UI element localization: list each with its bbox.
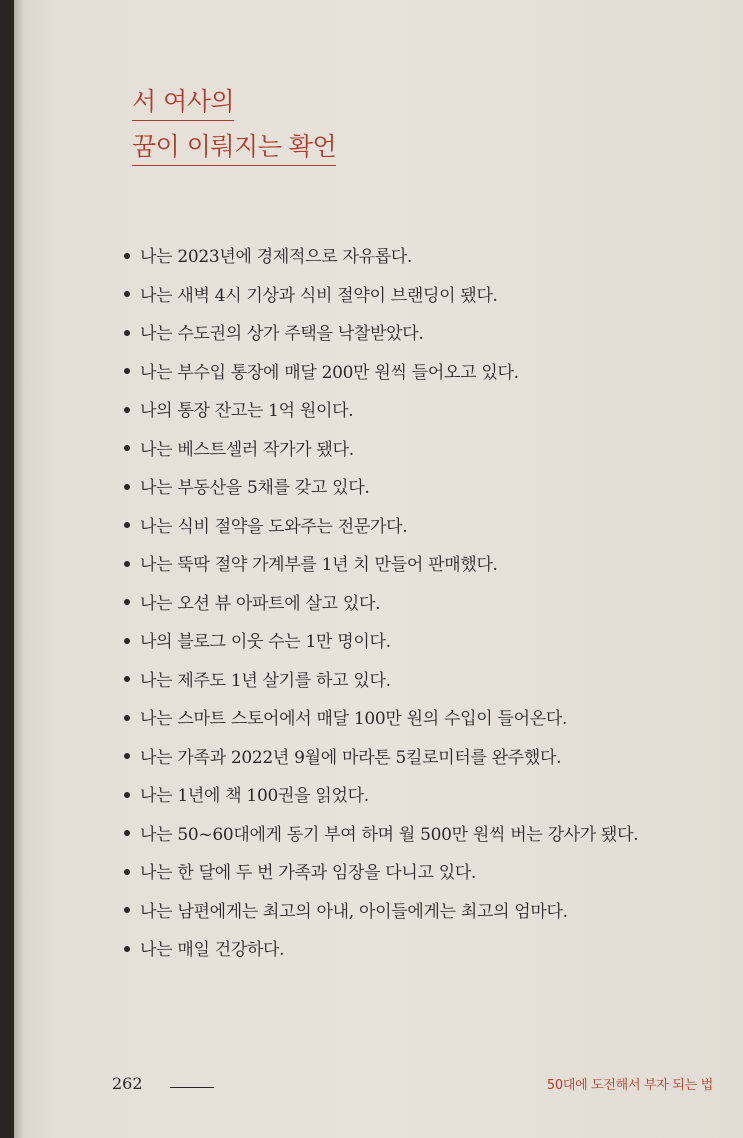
affirmation-text: 나는 한 달에 두 번 가족과 임장을 다니고 있다. [140,863,477,883]
list-item [124,931,638,970]
affirmation-text: 나는 가족과 2022년 9월에 마라톤 5킬로미터를 완주했다. [140,747,562,768]
book-page [14,0,743,1138]
list-item [124,893,638,932]
bullet-icon [124,484,130,490]
affirmation-text: 나는 제주도 1년 살기를 하고 있다. [140,670,391,691]
affirmation-text: 나는 매일 건강하다. [140,940,285,960]
bullet-icon [124,599,130,605]
list-item [124,854,638,893]
affirmation-text: 나는 50~60대에게 동기 부여 하며 월 500만 원씩 버는 강사가 됐다. [140,824,639,845]
affirmation-text: 나의 블로그 이웃 수는 1만 명이다. [140,632,391,652]
list-item [124,623,638,662]
bullet-icon [124,291,130,297]
bullet-icon [124,445,130,451]
heading-line-2: 꿈이 이뤄지는 확언 [132,131,336,166]
list-item [124,739,638,778]
affirmation-text: 나는 베스트셀러 작가가 됐다. [140,439,354,460]
bullet-icon [124,792,130,798]
affirmation-text: 나는 뚝딱 절약 가계부를 1년 치 만들어 판매했다. [140,555,498,575]
bullet-icon [124,869,130,875]
bullet-icon [124,830,130,836]
bullet-icon [124,715,130,721]
affirmation-text: 나는 부수입 통장에 매달 200만 원씩 들어오고 있다. [140,362,519,383]
list-item [124,508,638,547]
spine-shadow [14,0,24,1138]
affirmation-text: 나는 2023년에 경제적으로 자유롭다. [140,247,413,267]
list-item [124,392,638,431]
list-item [124,816,638,855]
bullet-icon [124,676,130,682]
affirmation-list [124,238,638,970]
affirmation-text: 나는 남편에게는 최고의 아내, 아이들에게는 최고의 엄마다. [140,901,568,922]
bullet-icon [124,638,130,644]
list-item [124,238,638,277]
bullet-icon [124,368,130,374]
affirmation-text: 나는 오션 뷰 아파트에 살고 있다. [140,593,381,614]
list-item [124,315,638,354]
bullet-icon [124,561,130,567]
list-item [124,546,638,585]
list-item [124,469,638,508]
affirmation-text: 나는 수도권의 상가 주택을 낙찰받았다. [140,324,424,344]
affirmation-text: 나는 1년에 책 100권을 읽었다. [140,786,369,806]
bullet-icon [124,253,130,259]
affirmation-text: 나는 새벽 4시 기상과 식비 절약이 브랜딩이 됐다. [140,285,498,306]
affirmation-text: 나는 부동산을 5채를 갖고 있다. [140,478,370,498]
section-heading [132,80,336,170]
list-item [124,354,638,393]
bullet-icon [124,407,130,413]
heading-line-1: 서 여사의 [132,86,234,121]
bullet-icon [124,946,130,952]
list-item [124,700,638,739]
bullet-icon [124,907,130,913]
list-item [124,777,638,816]
running-book-title: 50대에 도전해서 부자 되는 법 [546,1078,713,1093]
footer-rule [170,1087,214,1088]
affirmation-text: 나의 통장 잔고는 1억 원이다. [140,401,354,421]
affirmation-text: 나는 식비 절약을 도와주는 전문가다. [140,516,408,537]
list-item [124,431,638,470]
bullet-icon [124,330,130,336]
bullet-icon [124,753,130,759]
list-item [124,585,638,624]
list-item [124,277,638,316]
bullet-icon [124,522,130,528]
affirmation-text: 나는 스마트 스토어에서 매달 100만 원의 수입이 들어온다. [140,709,568,729]
page-number: 262 [112,1074,143,1093]
list-item [124,662,638,701]
